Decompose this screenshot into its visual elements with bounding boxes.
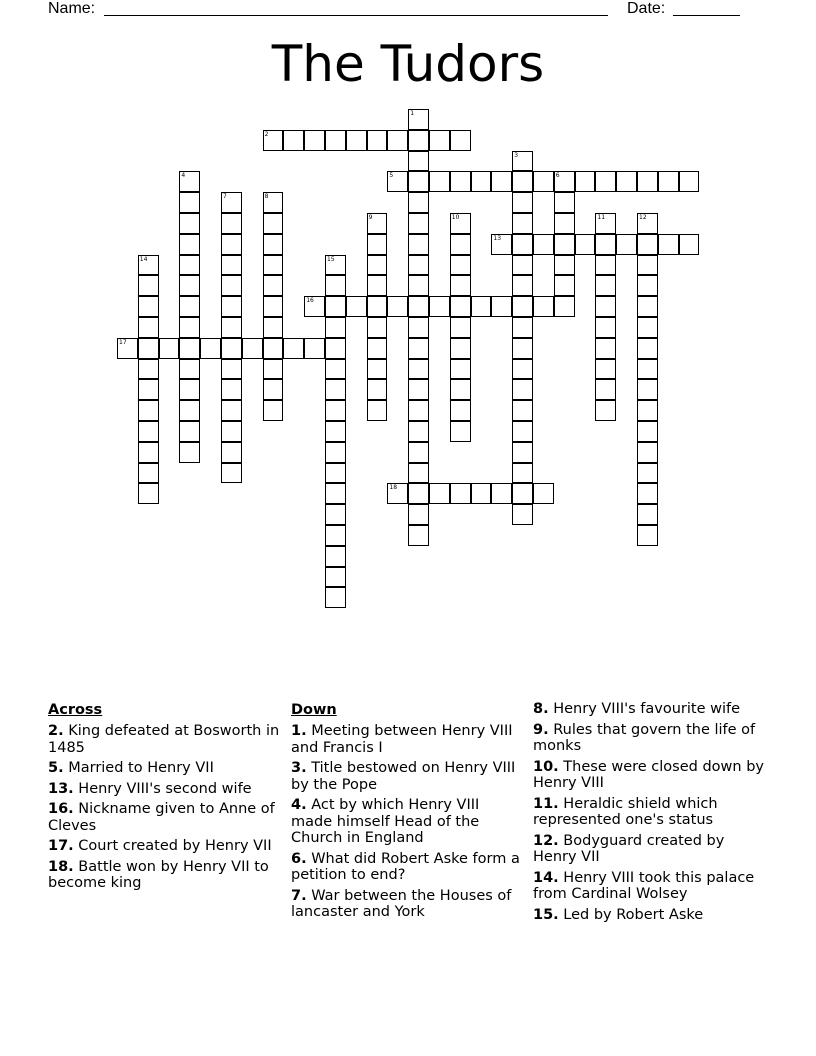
crossword-cell[interactable] bbox=[325, 587, 346, 608]
crossword-cell[interactable] bbox=[512, 379, 533, 400]
crossword-cell[interactable] bbox=[242, 338, 263, 359]
crossword-cell[interactable] bbox=[367, 400, 388, 421]
crossword-cell[interactable] bbox=[554, 255, 575, 276]
crossword-cell[interactable] bbox=[346, 296, 367, 317]
crossword-cell[interactable] bbox=[408, 151, 429, 172]
crossword-cell[interactable] bbox=[200, 338, 221, 359]
clue-number: 17 bbox=[119, 338, 127, 346]
crossword-cell[interactable] bbox=[637, 234, 658, 255]
crossword-cell[interactable] bbox=[408, 421, 429, 442]
crossword-cell[interactable] bbox=[450, 421, 471, 442]
crossword-cell[interactable] bbox=[179, 317, 200, 338]
down-heading: Down bbox=[291, 702, 337, 718]
crossword-cell[interactable] bbox=[408, 463, 429, 484]
crossword-cell[interactable] bbox=[554, 192, 575, 213]
crossword-cell[interactable] bbox=[367, 130, 388, 151]
crossword-cell[interactable] bbox=[533, 171, 554, 192]
clue-item bbox=[533, 796, 765, 829]
crossword-cell[interactable] bbox=[325, 359, 346, 380]
crossword-cell[interactable] bbox=[179, 234, 200, 255]
crossword-cell[interactable] bbox=[325, 400, 346, 421]
crossword-cell[interactable] bbox=[221, 317, 242, 338]
crossword-cell[interactable] bbox=[367, 317, 388, 338]
crossword-cell[interactable] bbox=[408, 504, 429, 525]
crossword-cell[interactable] bbox=[491, 234, 512, 255]
clue-num: 13. bbox=[48, 780, 74, 797]
clue-text: Married to Henry VII bbox=[63, 760, 214, 776]
crossword-cell[interactable] bbox=[263, 275, 284, 296]
crossword-cell[interactable] bbox=[263, 213, 284, 234]
crossword-cell[interactable] bbox=[179, 338, 200, 359]
crossword-cell[interactable] bbox=[325, 317, 346, 338]
clue-num: 3. bbox=[291, 760, 307, 776]
clue-item bbox=[291, 888, 523, 921]
crossword-cell[interactable] bbox=[637, 275, 658, 296]
crossword-cell[interactable] bbox=[471, 171, 492, 192]
crossword-cell[interactable] bbox=[429, 483, 450, 504]
crossword-cell[interactable] bbox=[367, 379, 388, 400]
crossword-cell[interactable] bbox=[637, 525, 658, 546]
crossword-cell[interactable] bbox=[637, 379, 658, 400]
crossword-cell[interactable] bbox=[595, 255, 616, 276]
crossword-cell[interactable] bbox=[595, 359, 616, 380]
clue-text: Bodyguard created by Henry VII bbox=[533, 832, 725, 865]
clue-num: 6. bbox=[291, 850, 307, 867]
crossword-cell[interactable] bbox=[450, 213, 471, 234]
crossword-cell[interactable] bbox=[325, 525, 346, 546]
crossword-cell[interactable] bbox=[367, 213, 388, 234]
clue-number: 12 bbox=[639, 214, 647, 221]
crossword-cell[interactable] bbox=[179, 421, 200, 442]
crossword-cell[interactable] bbox=[429, 296, 450, 317]
crossword-cell[interactable] bbox=[595, 317, 616, 338]
crossword-cell[interactable] bbox=[138, 442, 159, 463]
crossword-cell[interactable] bbox=[616, 171, 637, 192]
crossword-cell[interactable] bbox=[179, 275, 200, 296]
crossword-cell[interactable] bbox=[138, 275, 159, 296]
crossword-cell[interactable] bbox=[429, 130, 450, 151]
clue-item bbox=[48, 838, 280, 855]
crossword-cell[interactable] bbox=[408, 192, 429, 213]
crossword-cell[interactable] bbox=[179, 400, 200, 421]
clue-number: 14 bbox=[139, 255, 148, 263]
crossword-cell[interactable] bbox=[595, 400, 616, 421]
crossword-cell[interactable] bbox=[263, 234, 284, 255]
crossword-cell[interactable] bbox=[450, 171, 471, 192]
clue-number: 18 bbox=[389, 484, 398, 492]
clue-num: 10. bbox=[533, 758, 559, 775]
crossword-cell[interactable] bbox=[221, 234, 242, 255]
crossword-cell[interactable] bbox=[408, 213, 429, 234]
crossword-cell[interactable] bbox=[325, 255, 346, 276]
crossword-cell[interactable] bbox=[637, 483, 658, 504]
crossword-cell[interactable] bbox=[512, 338, 533, 359]
crossword-cell[interactable] bbox=[408, 379, 429, 400]
clue-text: Battle won by Henry VII to become king bbox=[48, 858, 269, 891]
clue-num: 2. bbox=[48, 723, 64, 739]
crossword-cell[interactable] bbox=[471, 483, 492, 504]
clue-number: 8 bbox=[264, 193, 269, 201]
crossword-cell[interactable] bbox=[179, 359, 200, 380]
clue-text: Title bestowed on Henry VIII by the Pope bbox=[291, 760, 516, 793]
crossword-cell[interactable] bbox=[325, 463, 346, 484]
crossword-cell[interactable] bbox=[637, 255, 658, 276]
crossword-cell[interactable] bbox=[512, 255, 533, 276]
crossword-cell[interactable] bbox=[450, 483, 471, 504]
crossword-cell[interactable] bbox=[408, 171, 429, 192]
crossword-cell[interactable] bbox=[637, 442, 658, 463]
date-label: Date: bbox=[627, 0, 666, 17]
crossword-cell[interactable] bbox=[304, 296, 325, 317]
crossword-cell[interactable] bbox=[367, 275, 388, 296]
clue-item bbox=[48, 760, 280, 777]
crossword-cell[interactable] bbox=[408, 400, 429, 421]
crossword-cell[interactable] bbox=[387, 483, 408, 504]
crossword-cell[interactable] bbox=[575, 234, 596, 255]
crossword-cell[interactable] bbox=[533, 296, 554, 317]
clue-item bbox=[291, 760, 523, 793]
crossword-cell[interactable] bbox=[221, 338, 242, 359]
crossword-cell[interactable] bbox=[450, 338, 471, 359]
crossword-cell[interactable] bbox=[263, 379, 284, 400]
crossword-cell[interactable] bbox=[138, 359, 159, 380]
clue-text: These were closed down by Henry VIII bbox=[533, 758, 764, 791]
clue-num: 17. bbox=[48, 838, 74, 854]
clue-num: 8. bbox=[533, 701, 549, 717]
crossword-cell[interactable] bbox=[595, 296, 616, 317]
crossword-cell[interactable] bbox=[554, 234, 575, 255]
down-clues-continued bbox=[533, 701, 765, 927]
crossword-cell[interactable] bbox=[367, 338, 388, 359]
crossword-cell[interactable] bbox=[263, 338, 284, 359]
crossword-cell[interactable] bbox=[138, 421, 159, 442]
page-title: The Tudors bbox=[271, 35, 545, 93]
crossword-cell[interactable] bbox=[367, 296, 388, 317]
clue-item bbox=[533, 759, 765, 792]
crossword-cell[interactable] bbox=[450, 359, 471, 380]
clue-item bbox=[291, 851, 523, 884]
crossword-cell[interactable] bbox=[325, 567, 346, 588]
crossword-cell[interactable] bbox=[283, 338, 304, 359]
crossword-cell[interactable] bbox=[471, 296, 492, 317]
crossword-cell[interactable] bbox=[263, 317, 284, 338]
across-clue-list bbox=[48, 723, 280, 892]
crossword-cell[interactable] bbox=[221, 359, 242, 380]
crossword-cell[interactable] bbox=[595, 338, 616, 359]
crossword-cell[interactable] bbox=[512, 463, 533, 484]
crossword-cell[interactable] bbox=[679, 171, 700, 192]
crossword-cell[interactable] bbox=[637, 400, 658, 421]
clue-num: 14. bbox=[533, 869, 559, 886]
crossword-cell[interactable] bbox=[263, 296, 284, 317]
clue-item bbox=[533, 870, 765, 903]
crossword-cell[interactable] bbox=[159, 338, 180, 359]
crossword-cell[interactable] bbox=[408, 442, 429, 463]
crossword-cell[interactable] bbox=[429, 171, 450, 192]
crossword-cell[interactable] bbox=[512, 359, 533, 380]
clue-text: Henry VIII's second wife bbox=[73, 780, 252, 797]
crossword-cell[interactable] bbox=[304, 338, 325, 359]
crossword-cell[interactable] bbox=[533, 234, 554, 255]
crossword-cell[interactable] bbox=[637, 213, 658, 234]
crossword-cell[interactable] bbox=[450, 296, 471, 317]
crossword-cell[interactable] bbox=[450, 379, 471, 400]
crossword-cell[interactable] bbox=[637, 421, 658, 442]
crossword-cell[interactable] bbox=[554, 213, 575, 234]
crossword-cell[interactable] bbox=[179, 442, 200, 463]
clue-number: 13 bbox=[493, 234, 502, 242]
crossword-cell[interactable] bbox=[367, 359, 388, 380]
crossword-cell[interactable] bbox=[408, 255, 429, 276]
clue-item bbox=[533, 833, 765, 866]
clue-num: 9. bbox=[533, 721, 549, 738]
clue-number: 7 bbox=[223, 193, 227, 201]
crossword-cell[interactable] bbox=[325, 421, 346, 442]
crossword-cell[interactable] bbox=[221, 442, 242, 463]
clue-number: 16 bbox=[306, 297, 314, 305]
crossword-cell[interactable] bbox=[408, 525, 429, 546]
clue-number: 11 bbox=[597, 214, 606, 221]
down-clue-list bbox=[291, 723, 523, 921]
clue-item bbox=[48, 781, 280, 798]
crossword-cell[interactable] bbox=[221, 255, 242, 276]
crossword-cell[interactable] bbox=[138, 296, 159, 317]
clue-text: Court created by Henry VII bbox=[73, 838, 272, 854]
crossword-cell[interactable] bbox=[179, 171, 200, 192]
crossword-cell[interactable] bbox=[304, 130, 325, 151]
crossword-cell[interactable] bbox=[325, 483, 346, 504]
crossword-cell[interactable] bbox=[263, 130, 284, 151]
crossword-cell[interactable] bbox=[450, 234, 471, 255]
clue-num: 15. bbox=[533, 906, 559, 923]
crossword-cell[interactable] bbox=[450, 400, 471, 421]
crossword-cell[interactable] bbox=[595, 379, 616, 400]
crossword-cell[interactable] bbox=[221, 213, 242, 234]
down-clue-list-continued bbox=[533, 701, 765, 923]
crossword-cell[interactable] bbox=[408, 296, 429, 317]
crossword-cell[interactable] bbox=[637, 463, 658, 484]
crossword-cell[interactable] bbox=[637, 359, 658, 380]
clue-num: 7. bbox=[291, 887, 307, 904]
crossword-cell[interactable] bbox=[408, 483, 429, 504]
crossword-cell[interactable] bbox=[221, 400, 242, 421]
clue-num: 5. bbox=[48, 760, 64, 776]
crossword-cell[interactable] bbox=[179, 296, 200, 317]
clue-num: 4. bbox=[291, 797, 307, 813]
crossword-cell[interactable] bbox=[616, 234, 637, 255]
crossword-cell[interactable] bbox=[554, 275, 575, 296]
crossword-cell[interactable] bbox=[408, 359, 429, 380]
crossword-cell[interactable] bbox=[637, 338, 658, 359]
crossword-cell[interactable] bbox=[554, 171, 575, 192]
crossword-cell[interactable] bbox=[325, 130, 346, 151]
crossword-cell[interactable] bbox=[512, 275, 533, 296]
crossword-cell[interactable] bbox=[554, 296, 575, 317]
across-clues bbox=[48, 701, 280, 896]
crossword-cell[interactable] bbox=[595, 171, 616, 192]
clue-num: 11. bbox=[533, 795, 559, 812]
crossword-cell[interactable] bbox=[512, 213, 533, 234]
crossword-cell[interactable] bbox=[512, 296, 533, 317]
crossword-cell[interactable] bbox=[450, 275, 471, 296]
crossword-cell[interactable] bbox=[325, 379, 346, 400]
across-heading: Across bbox=[48, 702, 103, 718]
clue-item bbox=[533, 701, 765, 718]
crossword-cell[interactable] bbox=[512, 442, 533, 463]
clue-item bbox=[291, 797, 523, 847]
crossword-cell[interactable] bbox=[221, 379, 242, 400]
clue-item bbox=[48, 723, 280, 756]
crossword-cell[interactable] bbox=[658, 234, 679, 255]
clue-number: 3 bbox=[514, 151, 519, 159]
clue-number: 10 bbox=[451, 214, 460, 221]
clue-num: 18. bbox=[48, 858, 74, 875]
crossword-cell[interactable] bbox=[138, 338, 159, 359]
clue-number: 6 bbox=[555, 172, 560, 180]
crossword-cell[interactable] bbox=[637, 171, 658, 192]
crossword-cell[interactable] bbox=[325, 546, 346, 567]
crossword-cell[interactable] bbox=[637, 317, 658, 338]
clue-num: 16. bbox=[48, 801, 74, 817]
crossword-cell[interactable] bbox=[179, 379, 200, 400]
clue-text: Meeting between Henry VIII and Francis I bbox=[291, 723, 513, 756]
crossword-cell[interactable] bbox=[387, 296, 408, 317]
crossword-cell[interactable] bbox=[450, 255, 471, 276]
crossword-cell[interactable] bbox=[408, 130, 429, 151]
crossword-cell[interactable] bbox=[512, 151, 533, 172]
clue-num: 1. bbox=[291, 723, 307, 739]
crossword-cell[interactable] bbox=[491, 296, 512, 317]
name-label: Name: bbox=[48, 0, 96, 17]
crossword-cell[interactable] bbox=[325, 338, 346, 359]
crossword-cell[interactable] bbox=[408, 275, 429, 296]
crossword-cell[interactable] bbox=[325, 442, 346, 463]
clue-text: Rules that govern the life of monks bbox=[533, 721, 756, 754]
clue-text: What did Robert Aske form a petition to end? bbox=[291, 850, 520, 883]
crossword-cell[interactable] bbox=[367, 255, 388, 276]
clue-number: 9 bbox=[368, 214, 373, 221]
crossword-cell[interactable] bbox=[512, 192, 533, 213]
crossword-cell[interactable] bbox=[450, 130, 471, 151]
clue-number: 15 bbox=[327, 255, 335, 263]
crossword-cell[interactable] bbox=[283, 130, 304, 151]
crossword-cell[interactable] bbox=[408, 234, 429, 255]
crossword-cell[interactable] bbox=[263, 255, 284, 276]
clue-text: Henry VIII took this palace from Cardinal Wolsey bbox=[533, 869, 755, 902]
clue-text: King defeated at Bosworth in 1485 bbox=[48, 723, 280, 756]
crossword-cell[interactable] bbox=[221, 421, 242, 442]
crossword-cell[interactable] bbox=[512, 483, 533, 504]
crossword-cell[interactable] bbox=[221, 296, 242, 317]
crossword-cell[interactable] bbox=[637, 504, 658, 525]
crossword-cell[interactable] bbox=[325, 296, 346, 317]
crossword-cell[interactable] bbox=[512, 171, 533, 192]
crossword-cell[interactable] bbox=[512, 234, 533, 255]
crossword-cell[interactable] bbox=[387, 171, 408, 192]
crossword-cell[interactable] bbox=[179, 213, 200, 234]
clue-text: War between the Houses of lancaster and York bbox=[291, 887, 512, 920]
crossword-cell[interactable] bbox=[179, 192, 200, 213]
crossword-cell[interactable] bbox=[408, 317, 429, 338]
crossword-cell[interactable] bbox=[387, 130, 408, 151]
crossword-cell[interactable] bbox=[595, 275, 616, 296]
crossword-cell[interactable] bbox=[575, 171, 596, 192]
crossword-cell[interactable] bbox=[325, 275, 346, 296]
crossword-cell[interactable] bbox=[138, 255, 159, 276]
crossword-cell[interactable] bbox=[325, 504, 346, 525]
clue-item bbox=[533, 907, 765, 924]
clue-text: Heraldic shield which represented one's status bbox=[533, 795, 718, 828]
crossword-cell[interactable] bbox=[346, 130, 367, 151]
clue-item bbox=[291, 723, 523, 756]
crossword-cell[interactable] bbox=[263, 192, 284, 213]
clue-number: 1 bbox=[410, 110, 415, 117]
crossword-cell[interactable] bbox=[263, 400, 284, 421]
crossword-cell[interactable] bbox=[491, 483, 512, 504]
crossword-cell[interactable] bbox=[221, 192, 242, 213]
clue-number: 4 bbox=[181, 172, 186, 180]
crossword-cell[interactable] bbox=[138, 317, 159, 338]
crossword-cell[interactable] bbox=[263, 359, 284, 380]
crossword-cell[interactable] bbox=[138, 400, 159, 421]
crossword-cell[interactable] bbox=[595, 213, 616, 234]
clue-number: 2 bbox=[264, 130, 269, 138]
crossword-cell[interactable] bbox=[512, 421, 533, 442]
crossword-cell[interactable] bbox=[138, 463, 159, 484]
crossword-cell[interactable] bbox=[408, 338, 429, 359]
clue-text: Nickname given to Anne of Cleves bbox=[48, 801, 275, 834]
crossword-cell[interactable] bbox=[637, 296, 658, 317]
clue-text: Act by which Henry VIII made himself Head of the Church in England bbox=[291, 797, 480, 846]
crossword-cell[interactable] bbox=[408, 109, 429, 130]
crossword-cell[interactable] bbox=[512, 317, 533, 338]
crossword-cell[interactable] bbox=[512, 504, 533, 525]
crossword-cell[interactable] bbox=[117, 338, 138, 359]
clue-num: 12. bbox=[533, 832, 559, 849]
crossword-cell[interactable] bbox=[533, 483, 554, 504]
clue-number: 5 bbox=[389, 172, 394, 180]
crossword-cell[interactable] bbox=[138, 483, 159, 504]
crossword-cell[interactable] bbox=[221, 275, 242, 296]
crossword-cell[interactable] bbox=[138, 379, 159, 400]
crossword-cell[interactable] bbox=[491, 171, 512, 192]
down-clues bbox=[291, 701, 523, 925]
crossword-cell[interactable] bbox=[179, 255, 200, 276]
crossword-cell[interactable] bbox=[221, 463, 242, 484]
clue-text: Led by Robert Aske bbox=[558, 906, 704, 923]
crossword-cell[interactable] bbox=[595, 234, 616, 255]
clue-item bbox=[48, 859, 280, 892]
clue-text: Henry VIII's favourite wife bbox=[548, 701, 741, 717]
crossword-cell[interactable] bbox=[367, 234, 388, 255]
clue-item bbox=[533, 722, 765, 755]
crossword-cell[interactable] bbox=[450, 317, 471, 338]
crossword-cell[interactable] bbox=[658, 171, 679, 192]
crossword-cell[interactable] bbox=[512, 400, 533, 421]
crossword-cell[interactable] bbox=[679, 234, 700, 255]
clue-item bbox=[48, 801, 280, 834]
